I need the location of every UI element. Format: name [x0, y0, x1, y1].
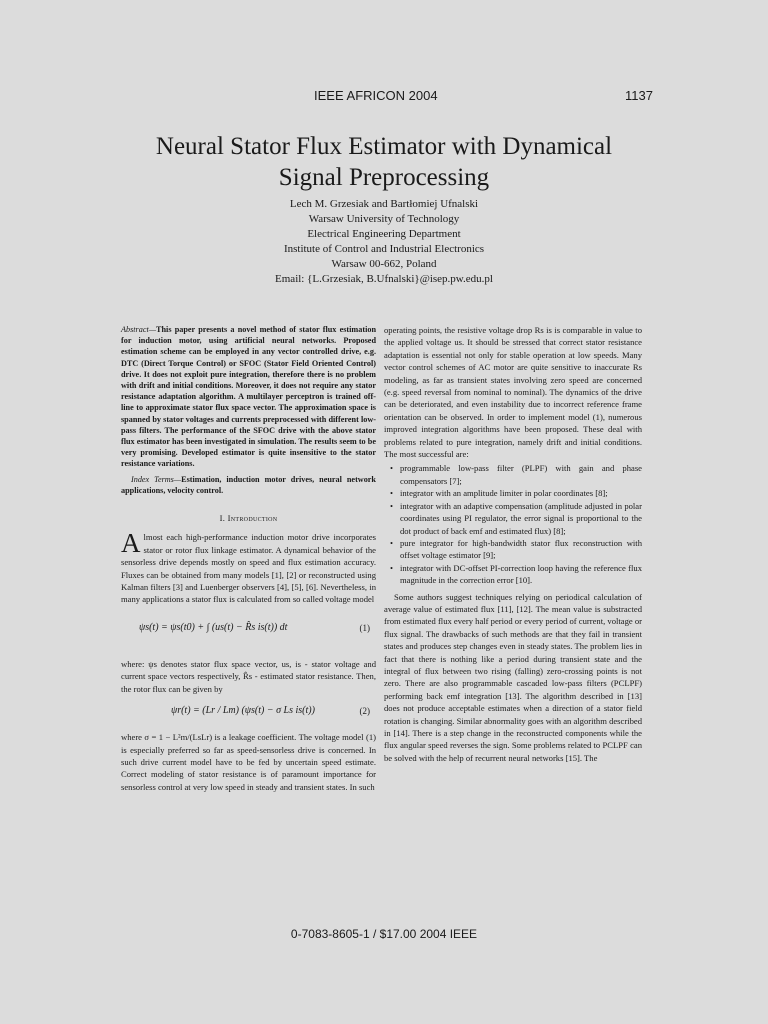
title-line-1: Neural Stator Flux Estimator with Dynamical [155, 133, 613, 160]
equation-2-body: ψr(t) = (Lr / Lm) (ψs(t) − σ Ls is(t)) [171, 705, 315, 717]
left-column [121, 324, 376, 793]
index-terms [121, 474, 376, 496]
intro-paragraph-3: where σ = 1 − L²m/(LsLr) is a leakage coefficient. The voltage model (1) is especially preferred so far as speed-sensorless drive is concerned. In such drive current model have to be fed by uncertain speed estimate. Correct modeling of stator resistance is of paramount importance for sensorless control at very low speed in steady and transient states. In such [121, 732, 376, 792]
integration-methods-list [384, 462, 642, 586]
author-names: Lech M. Grzesiak and Bartłomiej Ufnalski [289, 198, 479, 210]
list-item: • integrator with DC-offset PI-correction loop having the reference flux magnitude in the correction error [10]. [400, 562, 642, 587]
equation-1 [121, 612, 376, 654]
affiliation-line: Institute of Control and Industrial Electronics [283, 243, 485, 255]
affiliation-line: Warsaw 00-662, Poland [331, 258, 437, 270]
list-item: • programmable low-pass filter (PLPF) with gain and phase compensators [7]; [400, 462, 642, 487]
conference-name: IEEE AFRICON 2004 [314, 88, 438, 103]
abstract [121, 324, 376, 470]
intro-paragraph-1 [121, 528, 376, 605]
list-item: • pure integrator for high-bandwidth stator flux reconstruction with offset voltage estimator [9]; [400, 537, 642, 562]
intro-paragraph-1-text: lmost each high-performance induction motor drive incorporates stator or rotor flux linkage estimator. A dynamical behavior of the sensorless drive depends mostly on speed and flux estimation accuracy. Fluxes can be obtained from many models [1], [2] or reconstructed using Kalman filters [3] and Luenberger observers [4], [5], [6]. Nevertheless, in many applications a stator flux is calculated from so called voltage model [121, 532, 376, 605]
list-item: • integrator with an amplitude limiter in polar coordinates [8]; [400, 487, 642, 499]
author-block [0, 197, 768, 287]
abstract-lead: Abstract— [121, 325, 157, 334]
equation-1-body: ψs(t) = ψs(t0) + ∫ (us(t) − R̂s is(t)) dt [139, 621, 288, 633]
drop-cap: A [121, 528, 141, 559]
equation-1-number: (1) [359, 622, 370, 633]
abstract-text: This paper presents a novel method of stator flux estimation for induction motor, using artificial neural networks. Proposed estimation scheme can be employed in any vector controlled drive, e.g. DTC (Direct Torque Control) or SFOC (Stator Field Oriented Control) drive. It does not exploit pure integration, therefore there is no problem with drift and initial conditions. Moreover, it does not require any stator resistance adaptation algorithm. A multilayer perceptron is trained off-line to approximate stator flux space vector. The approximation space is spanned by stator voltages and currents preprocessed with different low-pass filters. The performance of the SFOC drive with the above stator flux estimator has been investigated in simulation. The results seem to be very promising. Developed estimator is quite insensitive to the stator resistance variations. [121, 325, 376, 469]
affiliation-line: Electrical Engineering Department [307, 228, 461, 240]
paper-title [0, 131, 768, 193]
intro-paragraph-2: where: ψs denotes stator flux space vector, us, is - stator voltage and current space vectors respectively, R̂s - estimated stator resistance. Then, the rotor flux can be given by [121, 658, 376, 694]
right-column [384, 324, 642, 764]
right-paragraph-2: Some authors suggest techniques relying on periodical calculation of average value of estimated flux [11], [12]. The mean value is substracted from estimated flux every half period or every period of current, voltage or flux signal. The drawbacks of such methods are that they fail in transient states and produces step changes even in steady states. The problem lies in fact that there is nothing like a period during transient state and the integral of flux between two rising (falling) zero-crossing points is not zero. There are also programmable cascaded low-pass filters (PCLPF) performing back emf integration [13]. The algorithm described in [13] does not produce acceptable estimates when a direction of a stator field rotation is changing. Similar abnormality goes with an algorithm described in [14]. There is a step change in the reconstructed components while the flux angular speed reverses the sign. Some problems related to PCLPF can be solved with the help of recurrent neural networks [15]. The [384, 591, 642, 763]
right-paragraph-1: operating points, the resistive voltage drop Rs is is comparable in value to the applied voltage us. It should be stressed that correct stator resistance adaptation is essential not only for stable operation at low speeds. Many vector control schemes of AC motor are quite sensitive to inaccurate Rs modeling, as far as transient states involving zero speed are concerned (e.g. speed reversal from nominal to nominal). The dynamics of the drive can be deteriorated, and even instability due to incorrect reference frame orientation can be observed. In order to implement model (1), numerous improved integration algorithms have been proposed. These deal with problems related to pure integration, namely drift and initial conditions. The most successful are: [384, 325, 642, 460]
title-line-2: Signal Preprocessing [278, 164, 490, 191]
index-terms-lead: Index Terms— [131, 474, 182, 484]
affiliation-line: Warsaw University of Technology [308, 213, 460, 225]
author-email: Email: {L.Grzesiak, B.Ufnalski}@isep.pw.edu.pl [275, 273, 493, 285]
equation-2-number: (2) [359, 706, 370, 717]
page-number: 1137 [625, 88, 653, 103]
list-item: • integrator with an adaptive compensation (amplitude adjusted in polar coordinates using PI regulator, the error signal is proportional to the dot product of back emf and estimated flux) [8]; [400, 500, 642, 537]
copyright-footer: 0-7083-8605-1 / $17.00 2004 IEEE [290, 927, 478, 941]
equation-2 [121, 701, 376, 727]
section-heading-introduction: I. Introduction [219, 513, 278, 524]
index-terms-text: Estimation, induction motor drives, neural network applications, velocity control. [121, 474, 376, 495]
